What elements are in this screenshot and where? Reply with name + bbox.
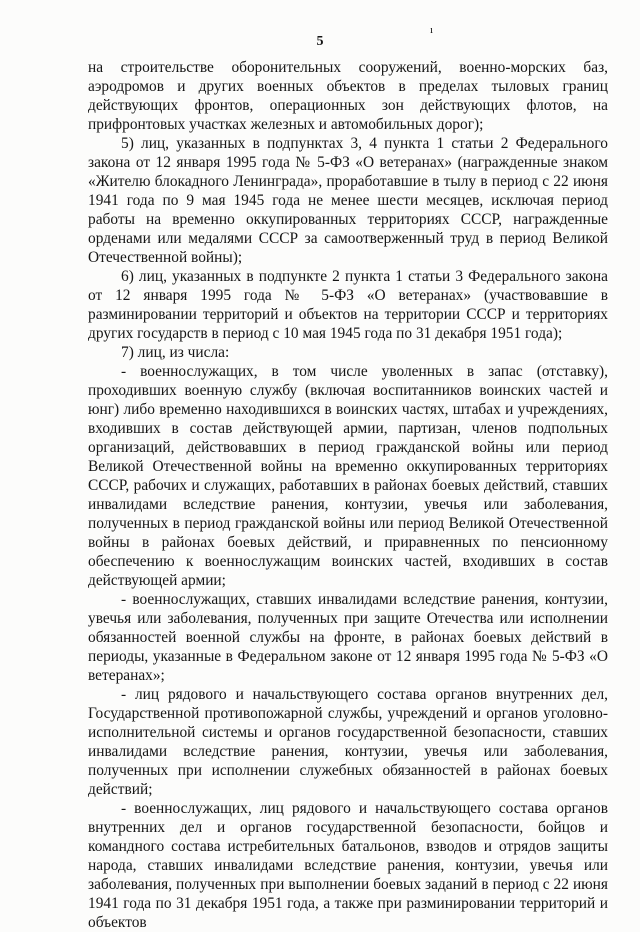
paragraph-bullet-2: - военнослужащих, ставших инвалидами вследствие ранения, контузии, увечья или заболевания, полученных при защите Отечества или исполнении обязанностей военной службы на фронте, в районах боевых действий в периоды, указанные в Федеральном законе от 12 января 1995 года № 5-ФЗ «О ветеранах»;	[88, 591, 608, 684]
document-body	[88, 58, 608, 932]
paragraph-item-5: 5) лиц, указанных в подпунктах 3, 4 пункта 1 статьи 2 Федерального закона от 12 января 1995 года № 5-ФЗ «О ветеранах» (награжденные знаком «Жителю блокадного Ленинграда», проработавшие в тылу в период с 22 июня 1941 года по 9 мая 1945 года не менее шести месяцев, исключая период работы на временно оккупированных территориях СССР, награжденные орденами или медалями СССР за самоотверженный труд в период Великой Отечественной войны);	[88, 135, 608, 266]
margin-mark: ı	[430, 24, 434, 36]
paragraph-item-7: 7) лиц, из числа:	[121, 344, 230, 361]
paragraph-bullet-1: - военнослужащих, в том числе уволенных в запас (отставку), проходивших военную службу (включая воспитанников воинских частей и юнг) либо временно находившихся в воинских частях, штабах и учреждениях, входивших в состав действующей армии, партизан, членов подпольных организаций, действовавших в период гражданской войны или период Великой Отечественной войны на временно оккупированных территориях СССР, рабочих и служащих, работавших в районах боевых действий, ставших инвалидами вследствие ранения, контузии, увечья или заболевания, полученных в период гражданской войны или период Великой Отечественной войны в районах боевых действий, и приравненных по пенсионному обеспечению к военнослужащим воинских частей, входивших в состав действующей армии;	[88, 363, 608, 589]
paragraph-bullet-4: - военнослужащих, лиц рядового и начальствующего состава органов внутренних дел и органов государственной безопасности, бойцов и командного состава истребительных батальонов, взводов и отрядов защиты народа, ставших инвалидами вследствие ранения, контузии, увечья или заболевания, полученных при выполнении боевых заданий в период с 22 июня 1941 года по 31 декабря 1951 года, а также при разминировании территорий и объектов	[88, 800, 608, 931]
paragraph-item-6: 6) лиц, указанных в подпункте 2 пункта 1 статьи 3 Федерального закона от 12 января 1995 года № 5-ФЗ «О ветеранах» (участвовавшие в разминировании территорий и объектов на территории СССР и территориях других государств в период с 10 мая 1945 года по 31 декабря 1951 года);	[88, 268, 608, 342]
paragraph-bullet-3: - лиц рядового и начальствующего состава органов внутренних дел, Государственной противопожарной службы, учреждений и органов уголовно-исполнительной системы и органов государственной безопасности, ставших инвалидами вследствие ранения, контузии, увечья или заболевания, полученных при исполнении служебных обязанностей в районах боевых действий;	[88, 686, 608, 798]
paragraph-continuation: на строительстве оборонительных сооружений, военно-морских баз, аэродромов и других военных объектов в пределах тыловых границ действующих фронтов, операционных зон действующих флотов, на прифронтовых участках железных и автомобильных дорог);	[88, 59, 608, 133]
page-number: 5	[316, 34, 324, 49]
